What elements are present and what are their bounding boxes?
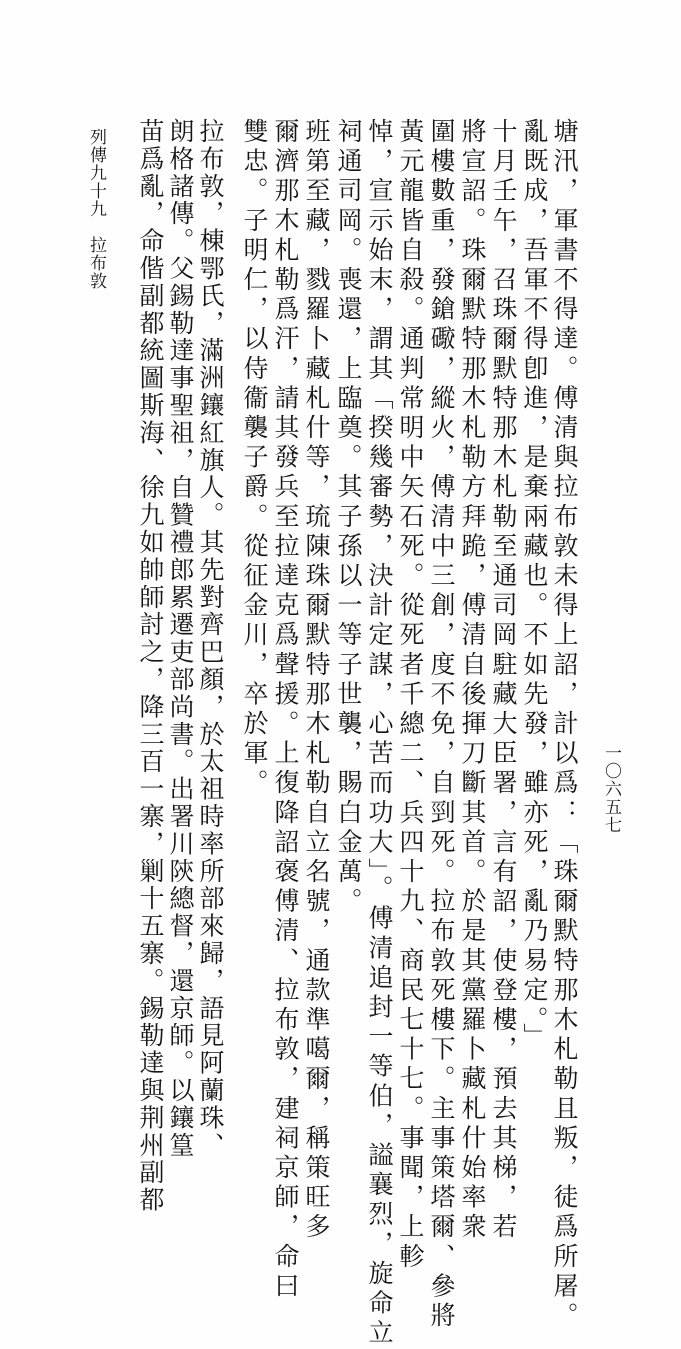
text-column-8: 祠通司岡。喪還，上臨奠。其子孫以一等子世襲，賜白金萬。: [334, 118, 363, 918]
text-column-11: 雙忠。子明仁，以侍衞襲子爵。從征金川，卒於軍。: [240, 118, 269, 799]
text-column-10: 爾濟那木札勒爲汗，請其發兵至拉達克爲聲援。上復降詔褒傅清、拉布敦，建祠京師，命曰: [271, 118, 300, 1302]
text-column-3: 十月壬午，召珠爾默特那木札勒至通司岡駐藏大臣署，言有詔，使登樓，預去其梯，若: [489, 118, 518, 1243]
text-column-2: 亂既成，吾軍不得卽進，是棄兩藏也。不如先發，雖亦死，亂乃易定。」: [520, 118, 549, 1053]
text-column-13: 朗格諸傳。父錫勒達事聖祖，自贊禮郎累遷吏部尚書。出署川陝總督，還京師。以鑲篁: [166, 118, 195, 1160]
text-column-12: 拉布敦，棟鄂氏，滿洲鑲紅旗人。其先對齊巴顏，於太祖時率所部來歸，語見阿蘭珠、: [196, 118, 225, 1160]
page-number: 一〇六五七: [601, 744, 621, 834]
text-column-7: 悼，宣示始末，謂其「揆幾審勢，決計定謀，心苦而功大」。傅清追封一等伯，謚襄烈，旋命立: [365, 118, 394, 1349]
text-column-6: 黃元龍皆自殺。通判常明中矢石死。從死者千總二、兵四十九、商民七十七。事聞，上軫: [396, 118, 425, 1273]
text-column-1: 塘汛，軍書不得達。傅清與拉布敦未得上詔，計以爲：「珠爾默特那木札勒且叛，徒爲所屠。: [550, 118, 579, 1332]
text-column-5: 圍樓數重，發鎗礮，縱火，傅清中三創，度不免，自剄死。拉布敦死樓下。主事策塔爾、參將: [427, 118, 456, 1332]
running-head: 列傳九十九 拉布敦: [86, 128, 106, 290]
text-column-9: 班第至藏，戮羅卜藏札什等，琉陳珠爾默特那木札勒自立名號，通款準噶爾，稱策旺多: [302, 118, 331, 1243]
text-column-4: 將宣詔。珠爾默特那木札勒方拜跪，傅清自後揮刀斷其首。於是其黨羅卜藏札什始率衆: [458, 118, 487, 1243]
top-rule: [90, 102, 600, 103]
text-column-14: 苗爲亂，命偕副都統圖斯海、徐九如帥師討之，降三百一寨，剿十五寨。錫勒達與荆州副都: [136, 118, 165, 1214]
